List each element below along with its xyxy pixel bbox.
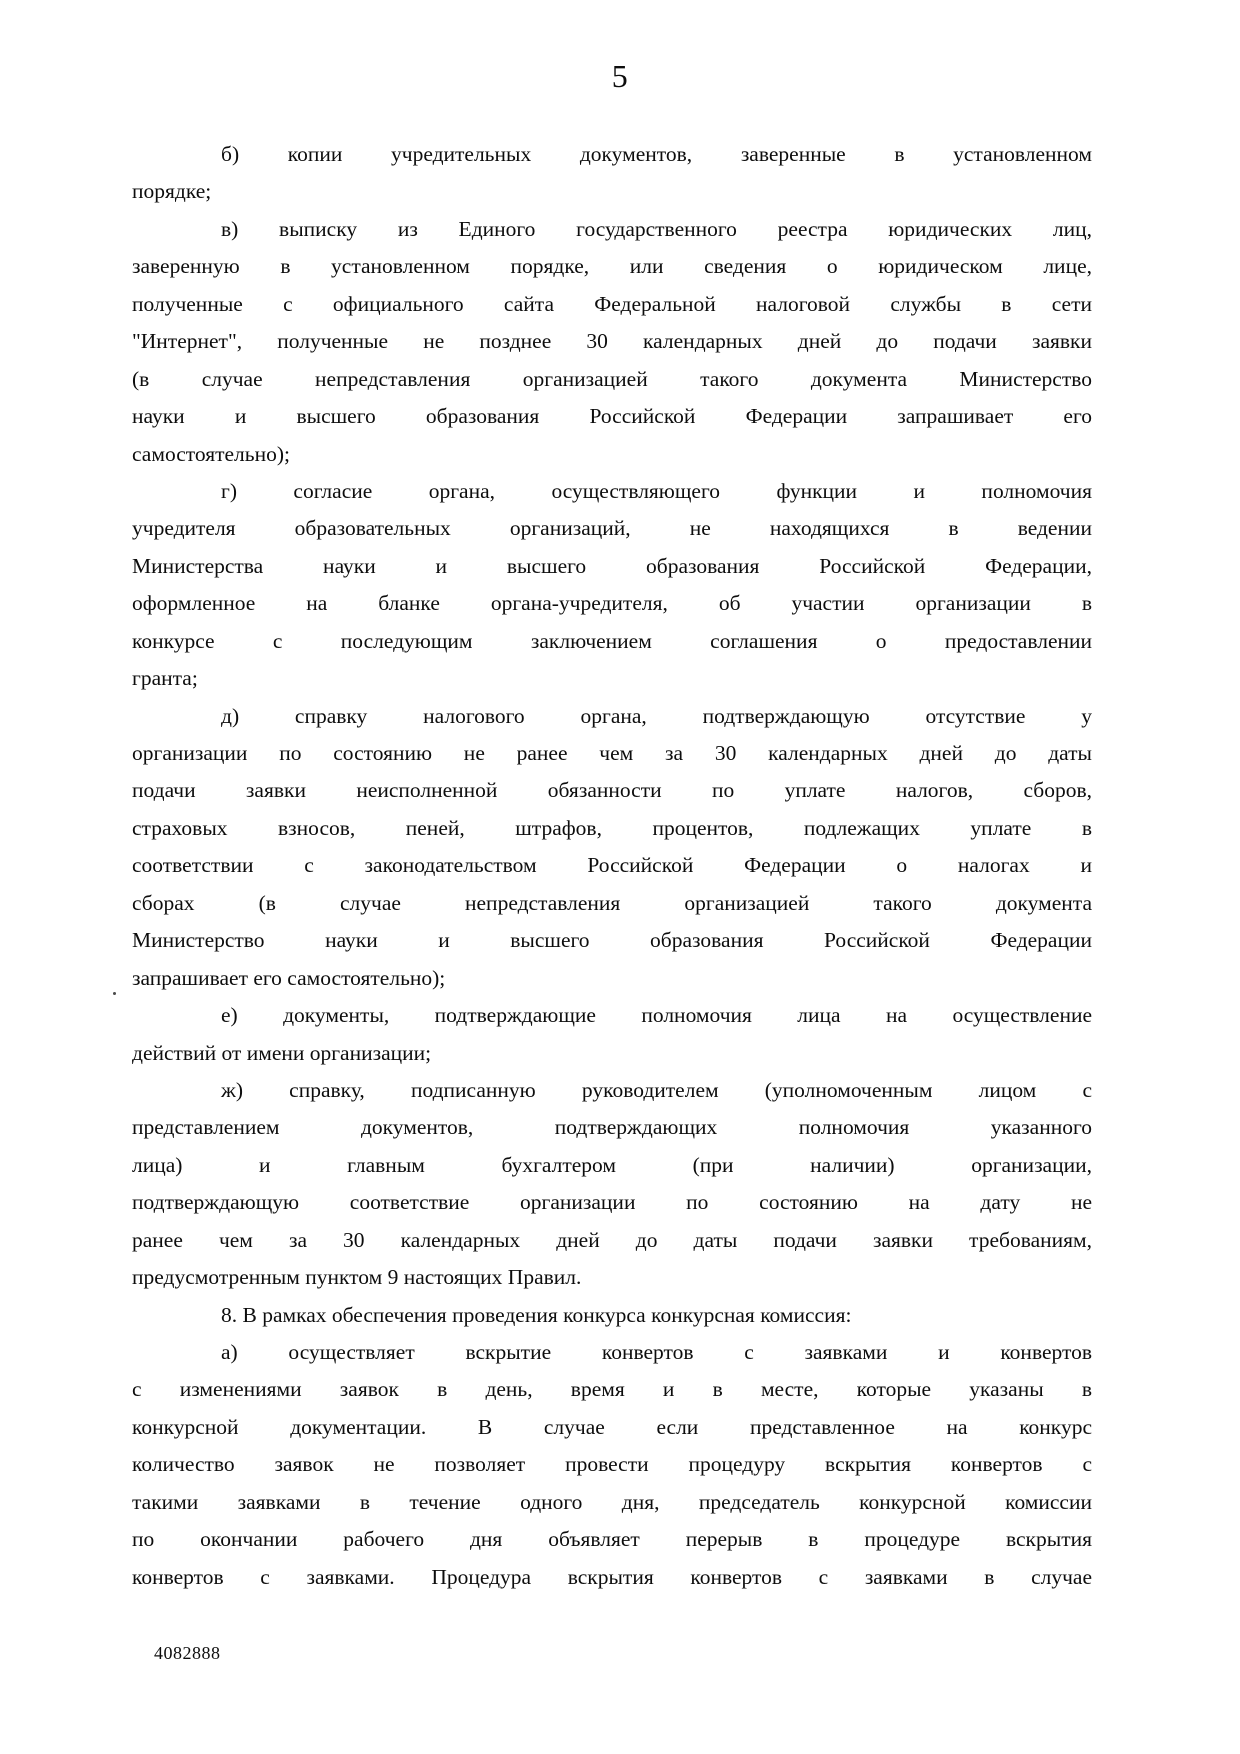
text-line: учредителя образовательных организаций, не находящихся в ведении [132,516,1092,541]
text-line: соответствии с законодательством Российской Федерации о налогах и [132,853,1092,878]
text-line: запрашивает его самостоятельно); [132,965,446,990]
text-line: науки и высшего образования Российской Федерации запрашивает его [132,404,1092,429]
text-line: подачи заявки неисполненной обязанности по уплате налогов, сборов, [132,778,1092,803]
text-line: страховых взносов, пеней, штрафов, процентов, подлежащих уплате в [132,815,1092,840]
text-line: полученные с официального сайта Федеральной налоговой службы в сети [132,291,1092,316]
text-line: ранее чем за 30 календарных дней до даты подачи заявки требованиям, [132,1227,1092,1252]
text-line: порядке; [132,179,212,204]
text-line: Министерство науки и высшего образования Российской Федерации [132,928,1092,953]
paragraph [132,136,1092,211]
text-line: заверенную в установленном порядке, или сведения о юридическом лице, [132,254,1092,279]
text-line: конкурсе с последующим заключением соглашения о предоставлении [132,628,1092,653]
text-line: конкурсной документации. В случае если представленное на конкурс [132,1414,1092,1439]
paragraph [132,1072,1092,1297]
text-line: е) документы, подтверждающие полномочия лица на осуществление [221,1003,1092,1028]
text-line: конвертов с заявками. Процедура вскрытия конвертов с заявками в случае [132,1564,1092,1589]
page-number: 5 [611,58,629,94]
paragraph [132,698,1092,998]
footer-document-code: 4082888 [154,1643,221,1663]
text-line: а) осуществляет вскрытие конвертов с заявками и конвертов [221,1340,1092,1364]
text-line: (в случае непредставления организацией такого документа Министерство [132,366,1092,391]
text-line: такими заявками в течение одного дня, председатель конкурсной комиссии [132,1489,1092,1514]
text-line: представлением документов, подтверждающих полномочия указанного [132,1115,1092,1140]
text-line: с изменениями заявок в день, время и в месте, которые указаны в [132,1377,1092,1402]
text-line: в) выписку из Единого государственного реестра юридических лиц, [221,216,1092,241]
text-line: "Интернет", полученные не позднее 30 календарных дней до подачи заявки [132,329,1092,354]
paragraph [132,473,1092,698]
text-line: ж) справку, подписанную руководителем (уполномоченным лицом с [221,1077,1092,1102]
text-line: по окончании рабочего дня объявляет перерыв в процедуре вскрытия [132,1527,1092,1552]
text-line: количество заявок не позволяет провести процедуру вскрытия конвертов с [132,1452,1092,1477]
text-line: самостоятельно); [132,441,290,466]
text-line: сборах (в случае непредставления организацией такого документа [132,890,1092,915]
text-line: оформленное на бланке органа-учредителя, об участии организации в [132,591,1092,616]
text-line: г) согласие органа, осуществляющего функции и полномочия [221,478,1092,503]
text-line: б) копии учредительных документов, заверенные в установленном [221,142,1092,166]
text-line: лица) и главным бухгалтером (при наличии) организации, [132,1152,1092,1177]
paragraph [132,1334,1092,1596]
text-line: действий от имени организации; [132,1040,432,1065]
paragraph [132,997,1092,1072]
text-line: предусмотренным пунктом 9 настоящих Правил. [132,1265,582,1290]
paragraph [132,1297,1092,1334]
text-line: 8. В рамках обеспечения проведения конкурса конкурсная комиссия: [221,1302,852,1327]
paragraph [132,211,1092,473]
text-line: организации по состоянию не ранее чем за 30 календарных дней до даты [132,741,1092,765]
text-line: гранта; [132,666,198,691]
text-line: Министерства науки и высшего образования Российской Федерации, [132,553,1092,578]
document-body [132,136,1092,1596]
text-line: д) справку налогового органа, подтверждающую отсутствие у [221,703,1092,728]
text-line: подтверждающую соответствие организации по состоянию на дату не [132,1190,1092,1215]
scan-artifact-dot [113,992,116,995]
